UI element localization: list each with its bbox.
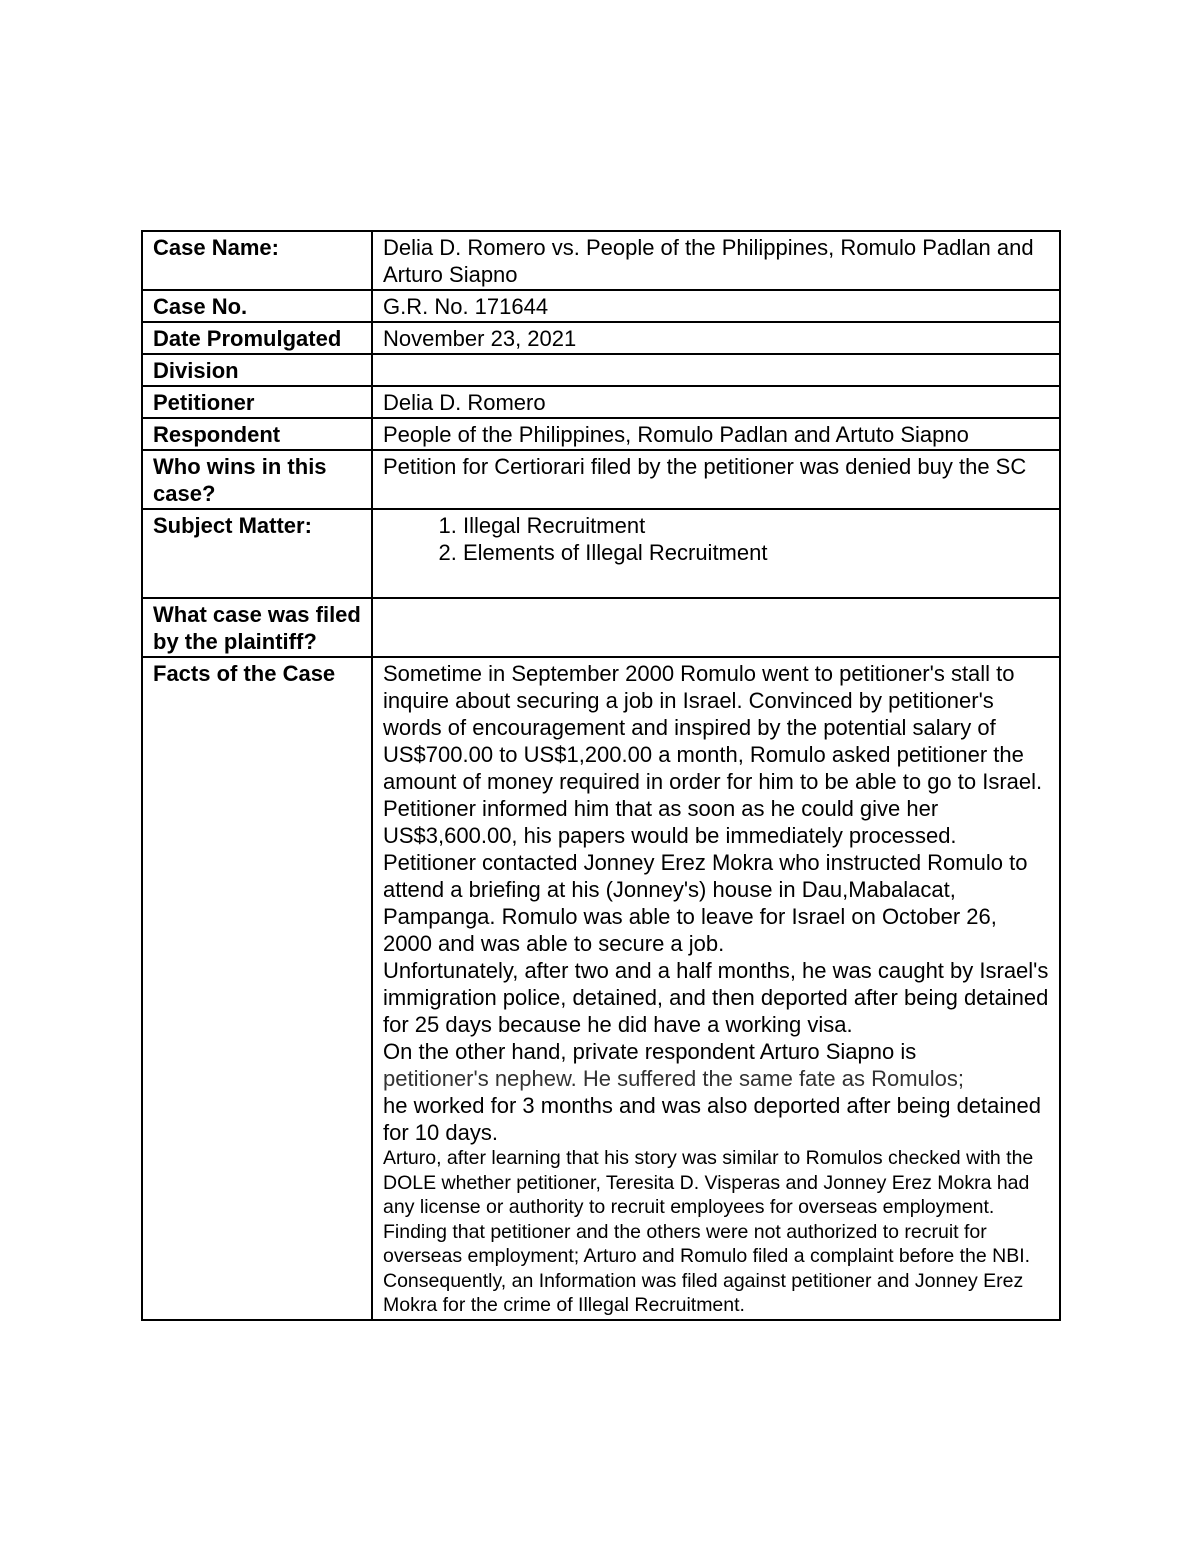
facts-paragraph: Unfortunately, after two and a half months, he was caught by Israel's immigration police, detained, and then deported after being detained for 25 days because he did have a working visa. [383, 958, 1049, 1037]
respondent-value: People of the Philippines, Romulo Padlan and Artuto Siapno [372, 418, 1060, 450]
row-case-filed [142, 598, 1060, 657]
case-no-label: Case No. [142, 290, 372, 322]
petitioner-label: Petitioner [142, 386, 372, 418]
row-subject-matter [142, 509, 1060, 598]
facts-paragraph: petitioner's nephew. He suffered the same fate as Romulos; [383, 1066, 965, 1091]
case-no-value: G.R. No. 171644 [372, 290, 1060, 322]
subject-item: 2. Elements of Illegal Recruitment [463, 539, 1049, 566]
row-who-wins [142, 450, 1060, 509]
date-promulgated-label: Date Promulgated [142, 322, 372, 354]
facts-paragraph: On the other hand, private respondent Arturo Siapno is [383, 1039, 917, 1064]
row-respondent [142, 418, 1060, 450]
row-division [142, 354, 1060, 386]
facts-paragraph: Petitioner contacted Jonney Erez Mokra who instructed Romulo to attend a briefing at his (Jonney's) house in Dau,Mabalacat, Pampanga. Romulo was able to leave for Israel on October 26, 2000 and was able to secure a job. [383, 850, 1028, 956]
case-name-value: Delia D. Romero vs. People of the Philippines, Romulo Padlan and Arturo Siapno [372, 231, 1060, 290]
date-promulgated-value: November 23, 2021 [372, 322, 1060, 354]
row-case-no [142, 290, 1060, 322]
row-facts [142, 657, 1060, 1320]
facts-label: Facts of the Case [142, 657, 372, 1320]
division-value [372, 354, 1060, 386]
petitioner-value: Delia D. Romero [372, 386, 1060, 418]
facts-paragraph: Sometime in September 2000 Romulo went to petitioner's stall to inquire about securing a job in Israel. Convinced by petitioner's words of encouragement and inspired by the potential salary of US$700.00 to US$1,200.00 a month, Romulo asked petitioner the amount of money required in order for him to be able to go to Israel. Petitioner informed him that as soon as he could give her US$3,600.00, his papers would be immediately processed. [383, 661, 1043, 848]
row-date-promulgated [142, 322, 1060, 354]
who-wins-label: Who wins in this case? [142, 450, 372, 509]
facts-value [372, 657, 1060, 1320]
who-wins-value: Petition for Certiorari filed by the petitioner was denied buy the SC [372, 450, 1060, 509]
division-label: Division [142, 354, 372, 386]
row-petitioner [142, 386, 1060, 418]
subject-matter-label: Subject Matter: [142, 509, 372, 598]
subject-matter-list [383, 512, 1049, 566]
facts-paragraph: he worked for 3 months and was also deported after being detained for 10 days. [383, 1093, 1041, 1145]
case-filed-label: What case was filed by the plaintiff? [142, 598, 372, 657]
subject-matter-value [372, 509, 1060, 598]
case-filed-value [372, 598, 1060, 657]
subject-item: 1. Illegal Recruitment [463, 512, 1049, 539]
case-digest-table [141, 230, 1061, 1321]
respondent-label: Respondent [142, 418, 372, 450]
case-name-label: Case Name: [142, 231, 372, 290]
row-case-name [142, 231, 1060, 290]
facts-paragraph: Arturo, after learning that his story was similar to Romulos checked with the DOLE whether petitioner, Teresita D. Visperas and Jonney Erez Mokra had any license or authority to recruit employees for overseas employment. Finding that petitioner and the others were not authorized to recruit for overseas employment; Arturo and Romulo filed a complaint before the NBI. Consequently, an Information was filed against petitioner and Jonney Erez Mokra for the crime of Illegal Recruitment. [383, 1147, 1034, 1316]
